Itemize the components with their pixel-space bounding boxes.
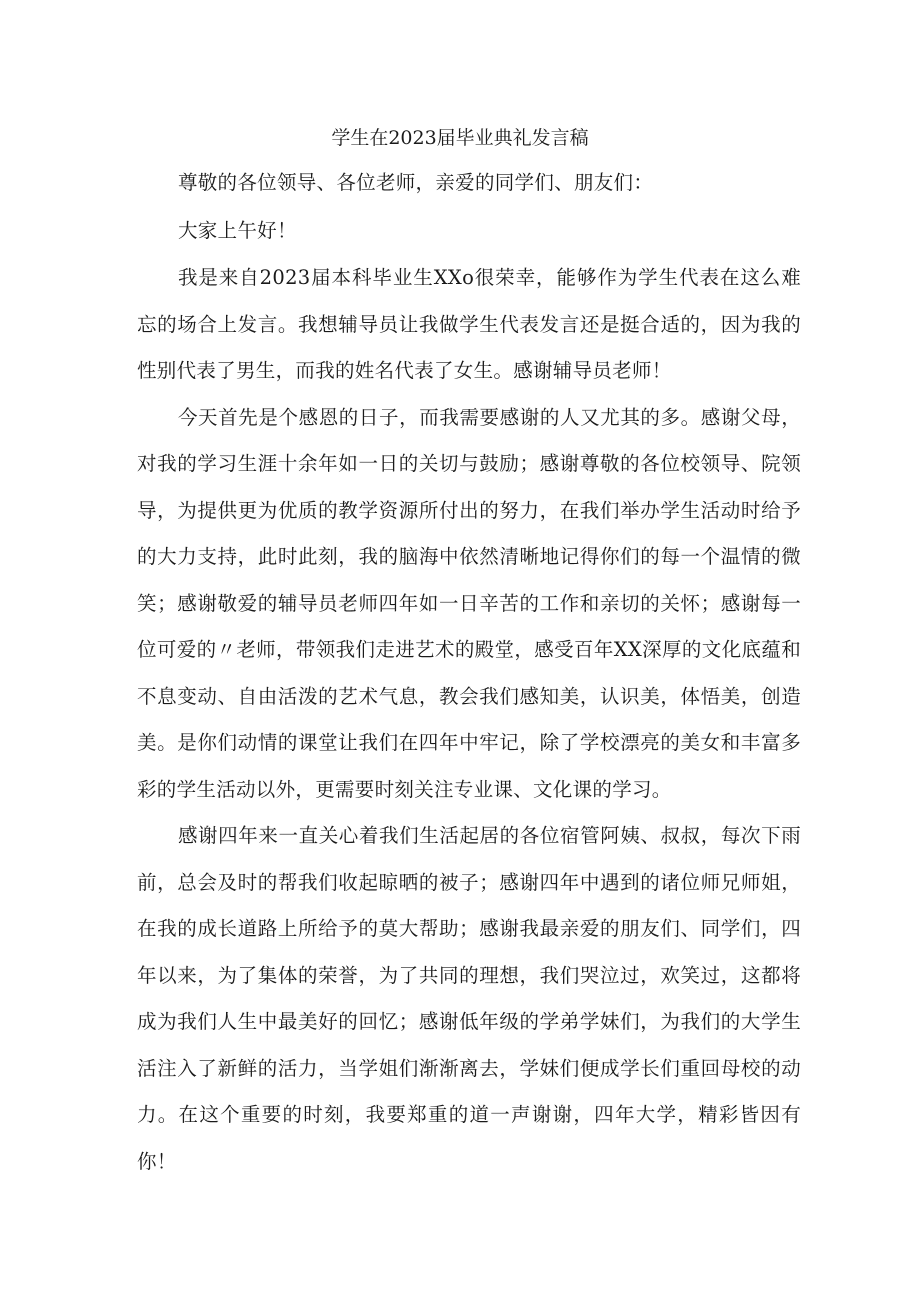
gratitude-paragraph-1: 今天首先是个感恩的日子，而我需要感谢的人又尤其的多。感谢父母，对我的学习生涯十余年如一日的关切与鼓励；感谢尊敬的各位校领导、院领导，为提供更为优质的教学资源所付出的努力，在我们举办学生活动时给予的大力支持，此时此刻，我的脑海中依然清晰地记得你们的每一个温情的微笑；感谢敬爱的辅导员老师四年如一日辛苦的工作和亲切的关怀；感谢每一位可爱的〃老师，带领我们走进艺术的殿堂，感受百年XX深厚的文化底蕴和不息变动、自由活泼的艺术气息，教会我们感知美，认识美，体悟美，创造美。是你们动情的课堂让我们在四年中牢记，除了学校漂亮的美女和丰富多彩的学生活动以外，更需要时刻关注专业课、文化课的学习。: [137, 405, 801, 801]
introduction-paragraph: 我是来自2023届本科毕业生XXo很荣幸，能够作为学生代表在这么难忘的场合上发言。我想辅导员让我做学生代表发言还是挺合适的，因为我的性别代表了男生，而我的姓名代表了女生。感谢辅导员老师！: [137, 266, 801, 382]
document-body: [137, 160, 801, 1185]
salutation-paragraph: 尊敬的各位领导、各位老师，亲爱的同学们、朋友们：: [177, 171, 654, 194]
greeting-paragraph: 大家上午好！: [177, 218, 297, 242]
gratitude-paragraph-2: 感谢四年来一直关心着我们生活起居的各位宿管阿姨、叔叔，每次下雨前，总会及时的帮我们收起晾晒的被子；感谢四年中遇到的诸位师兄师姐，在我的成长道路上所给予的莫大帮助；感谢我最亲爱的朋友们、同学们，四年以来，为了集体的荣誉，为了共同的理想，我们哭泣过，欢笑过，这都将成为我们人生中最美好的回忆；感谢低年级的学弟学妹们，为我们的大学生活注入了新鲜的活力，当学姐们渐渐离去，学妹们便成学长们重回母校的动力。在这个重要的时刻，我要郑重的道一声谢谢，四年大学，精彩皆因有你！: [137, 824, 801, 1173]
document-title: 学生在2023届毕业典礼发言稿: [331, 127, 589, 149]
